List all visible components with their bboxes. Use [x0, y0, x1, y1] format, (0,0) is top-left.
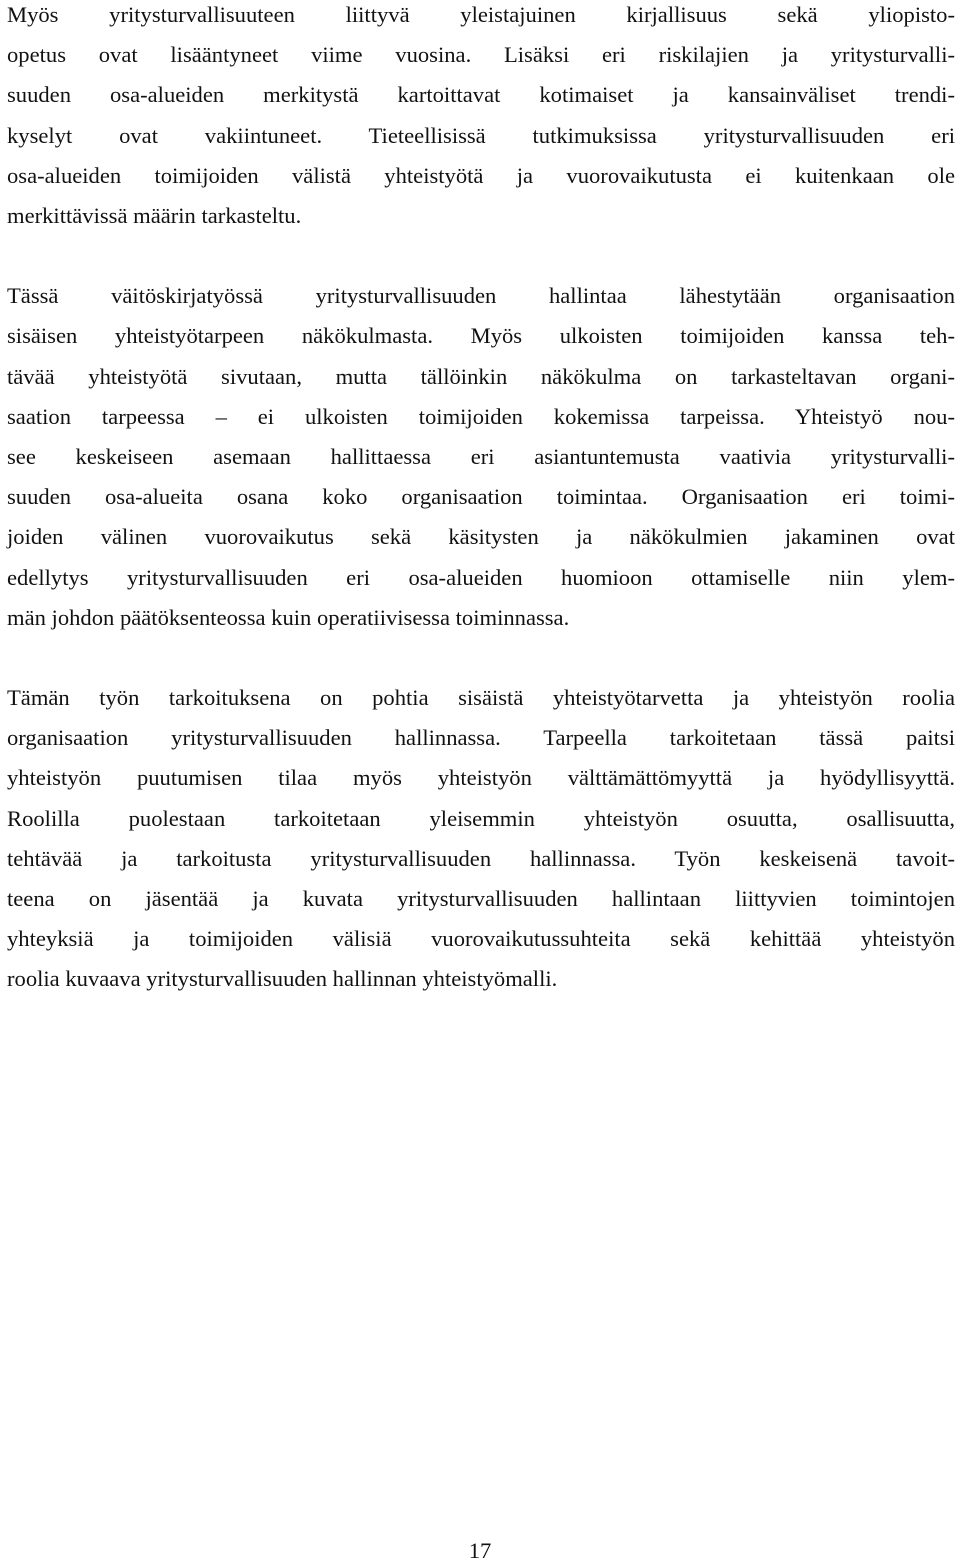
text-line: see keskeiseen asemaan hallittaessa eri asiantuntemusta vaativia yritysturvalli- — [7, 444, 955, 470]
text-line: sisäisen yhteistyötarpeen näkökulmasta. Myös ulkoisten toimijoiden kanssa teh- — [7, 323, 955, 349]
text-line: yhteyksiä ja toimijoiden välisiä vuorovaikutussuhteita sekä kehittää yhteistyön — [7, 926, 955, 952]
paragraph-spacer — [7, 236, 955, 276]
paragraph-spacer — [7, 638, 955, 678]
text-line: teena on jäsentää ja kuvata yritysturvallisuuden hallintaan liittyvien toimintojen — [7, 886, 955, 912]
text-line: Tässä väitöskirjatyössä yritysturvallisuuden hallintaa lähestytään organisaation — [7, 283, 955, 309]
text-line: joiden välinen vuorovaikutus sekä käsitysten ja näkökulmien jakaminen ovat — [7, 524, 955, 550]
text-line: kyselyt ovat vakiintuneet. Tieteellisissä tutkimuksissa yritysturvallisuuden eri — [7, 122, 955, 148]
text-line: tävää yhteistyötä sivutaan, mutta tällöinkin näkökulma on tarkasteltavan organi- — [7, 363, 955, 389]
text-line: edellytys yritysturvallisuuden eri osa-alueiden huomioon ottamiselle niin ylem- — [7, 564, 955, 590]
text-line: tehtävää ja tarkoitusta yritysturvallisuuden hallinnassa. Työn keskeisenä tavoit- — [7, 845, 955, 871]
page-number: 17 — [468, 1538, 492, 1563]
text-line: roolia kuvaava yritysturvallisuuden hallinnan yhteistyömalli. — [7, 966, 558, 992]
text-line: suuden osa-alueita osana koko organisaation toimintaa. Organisaation eri toimi- — [7, 484, 955, 510]
text-line: saation tarpeessa – ei ulkoisten toimijoiden kokemissa tarpeissa. Yhteistyö nou- — [7, 403, 955, 429]
text-line: män johdon päätöksenteossa kuin operatiivisessa toiminnassa. — [7, 604, 570, 630]
text-line: suuden osa-alueiden merkitystä kartoittavat kotimaiset ja kansainväliset trendi- — [7, 82, 955, 108]
text-line: opetus ovat lisääntyneet viime vuosina. Lisäksi eri riskilajien ja yritysturvalli- — [7, 42, 955, 68]
text-line: Tämän työn tarkoituksena on pohtia sisäistä yhteistyötarvetta ja yhteistyön roolia — [7, 685, 955, 711]
text-line: Roolilla puolestaan tarkoitetaan yleisemmin yhteistyön osuutta, osallisuutta, — [7, 805, 955, 831]
text-line: merkittävissä määrin tarkasteltu. — [7, 203, 302, 229]
paragraph-1 — [7, 0, 955, 236]
paragraph-2 — [7, 276, 955, 638]
document-page — [7, 0, 955, 1000]
text-line: yhteistyön puutumisen tilaa myös yhteistyön välttämättömyyttä ja hyödyllisyyttä. — [7, 765, 955, 791]
paragraph-3 — [7, 678, 955, 1000]
text-line: organisaation yritysturvallisuuden hallinnassa. Tarpeella tarkoitetaan tässä paitsi — [7, 725, 955, 751]
text-line: Myös yritysturvallisuuteen liittyvä yleistajuinen kirjallisuus sekä yliopisto- — [7, 2, 955, 27]
text-line: osa-alueiden toimijoiden välistä yhteistyötä ja vuorovaikutusta ei kuitenkaan ole — [7, 162, 955, 188]
